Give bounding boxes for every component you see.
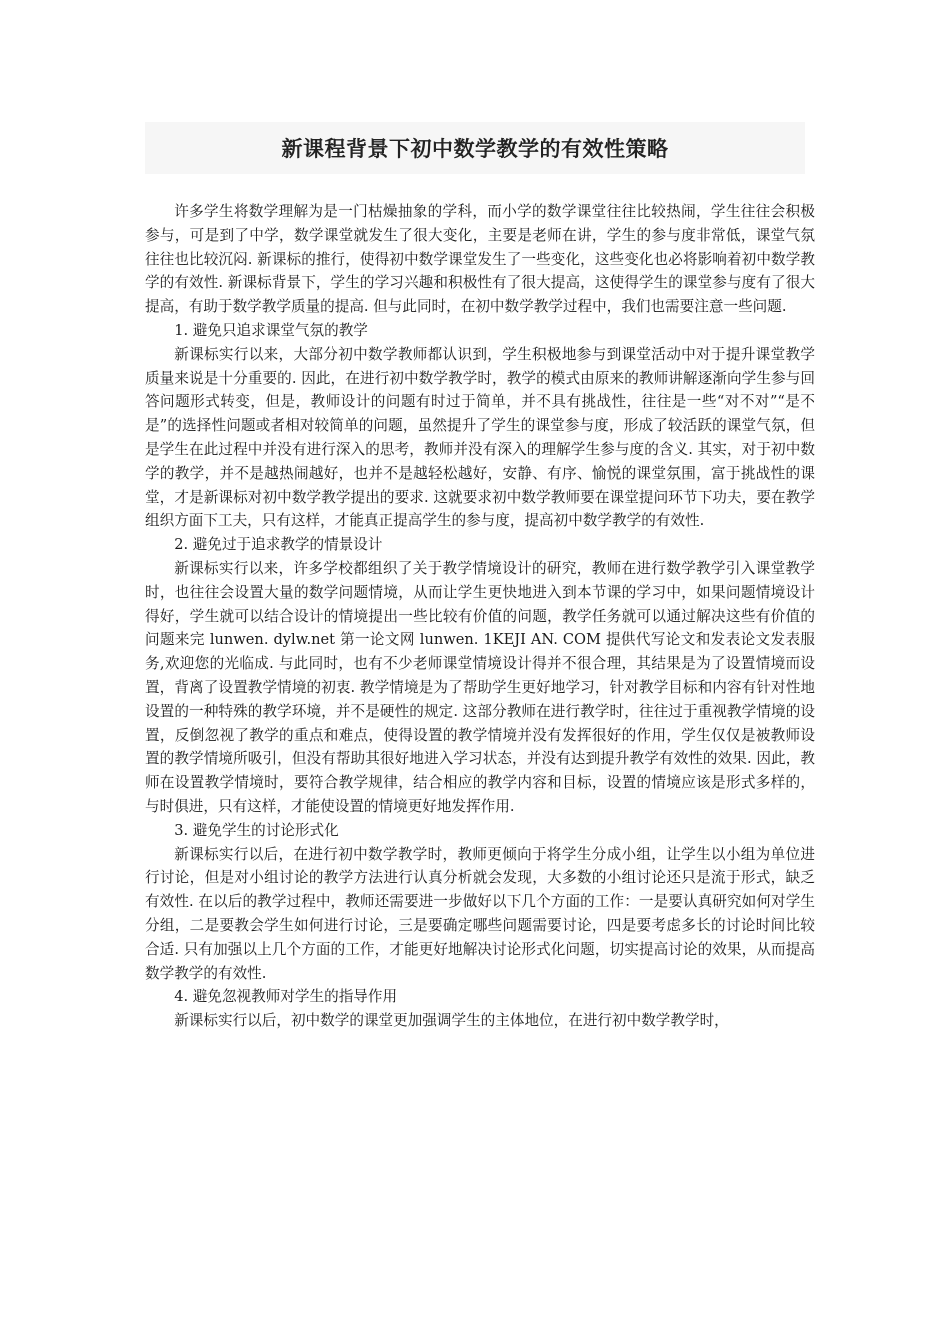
- section-heading-1: 1. 避免只追求课堂气氛的教学: [174, 321, 368, 339]
- section-heading-2: 2. 避免过于追求教学的情景设计: [174, 536, 383, 554]
- section-paragraph-3: 新课标实行以后，在进行初中数学教学时，教师更倾向于将学生分成小组，让学生以小组为单位进行讨论，但是对小组讨论的教学方法进行认真分析就会发现，大多数的小组讨论还只是流于形式，缺乏有效性. 在以后的教学过程中，教师还需要进一步做好以下几个方面的工作：一是要认真研究如何对学生分组，二是要教会学生如何进行讨论，三是要确定哪些问题需要讨论，四是要考虑多长的讨论时间比较合适. 只有加强以上几个方面的工作，才能更好地解决讨论形式化问题，切实提高讨论的效果，从而提高数学教学的有效性.: [145, 845, 815, 982]
- section-heading-3: 3. 避免学生的讨论形式化: [174, 821, 339, 839]
- section-paragraph-4: 新课标实行以后，初中数学的课堂更加强调学生的主体地位，在进行初中数学教学时，: [174, 1012, 729, 1030]
- document-title: 新课程背景下初中数学教学的有效性策略: [281, 137, 669, 161]
- intro-paragraph: 许多学生将数学理解为是一门枯燥抽象的学科，而小学的数学课堂往往比较热闹，学生往往会积极参与，可是到了中学，数学课堂就发生了很大变化，主要是老师在讲，学生的参与度非常低，课堂气氛往往也比较沉闷. 新课标的推行，使得初中数学课堂发生了一些变化，这些变化也必将影响着初中数学教学的有效性. 新课标背景下，学生的学习兴趣和积极性有了很大提高，这使得学生的课堂参与度有了很大提高，有助于数学教学质量的提高. 但与此同时，在初中数学教学过程中，我们也需要注意一些问题.: [145, 203, 815, 316]
- section-heading-4: 4. 避免忽视教师对学生的指导作用: [174, 988, 398, 1006]
- title-banner: [145, 122, 805, 174]
- section-paragraph-1: 新课标实行以来，大部分初中数学教师都认识到，学生积极地参与到课堂活动中对于提升课堂教学质量来说是十分重要的. 因此，在进行初中数学教学时，教学的模式由原来的教师讲解逐渐向学生参与回答问题形式转变，但是，教师设计的问题有时过于简单，并不具有挑战性，往往是一些“对不对”“是不是”的选择性问题或者相对较简单的问题，虽然提升了学生的课堂参与度，形成了较活跃的课堂气氛，但是学生在此过程中并没有进行深入的思考，教师并没有深入的理解学生参与度的含义. 其实，对于初中数学的教学，并不是越热闹越好，也并不是越轻松越好，安静、有序、愉悦的课堂氛围，富于挑战性的课堂，才是新课标对初中数学教学提出的要求. 这就要求初中数学教师要在课堂提问环节下功夫，要在教学组织方面下工夫，只有这样，才能真正提高学生的参与度，提高初中数学教学的有效性.: [145, 345, 815, 530]
- document-body: [145, 200, 815, 1033]
- section-paragraph-2: 新课标实行以来，许多学校都组织了关于教学情境设计的研究，教师在进行数学教学引入课堂教学时，也往往会设置大量的数学问题情境，从而让学生更快地进入到本节课的学习中，如果问题情境设计得好，学生就可以结合设计的情境提出一些比较有价值的问题，教学任务就可以通过解决这些有价值的问题来完 lunwen. dylw.net 第一论文网 lunwen. 1KEJI AN. COM 提供代写论文和发表论文发表服务,欢迎您的光临成. 与此同时，也有不少老师课堂情境设计得并不很合理，其结果是为了设置情境而设置，背离了设置教学情境的初衷. 教学情境是为了帮助学生更好地学习，针对教学目标和内容有针对性地设置的一种特殊的教学环境，并不是硬性的规定. 这部分教师在进行教学时，往往过于重视教学情境的设置，反倒忽视了教学的重点和难点，使得设置的教学情境并没有发挥很好的作用，学生仅仅是被教师设置的教学情境所吸引，但没有帮助其很好地进入学习状态，并没有达到提升教学有效性的效果. 因此，教师在设置教学情境时，要符合教学规律，结合相应的教学内容和目标，设置的情境应该是形式多样的，与时俱进，只有这样，才能使设置的情境更好地发挥作用.: [145, 559, 815, 815]
